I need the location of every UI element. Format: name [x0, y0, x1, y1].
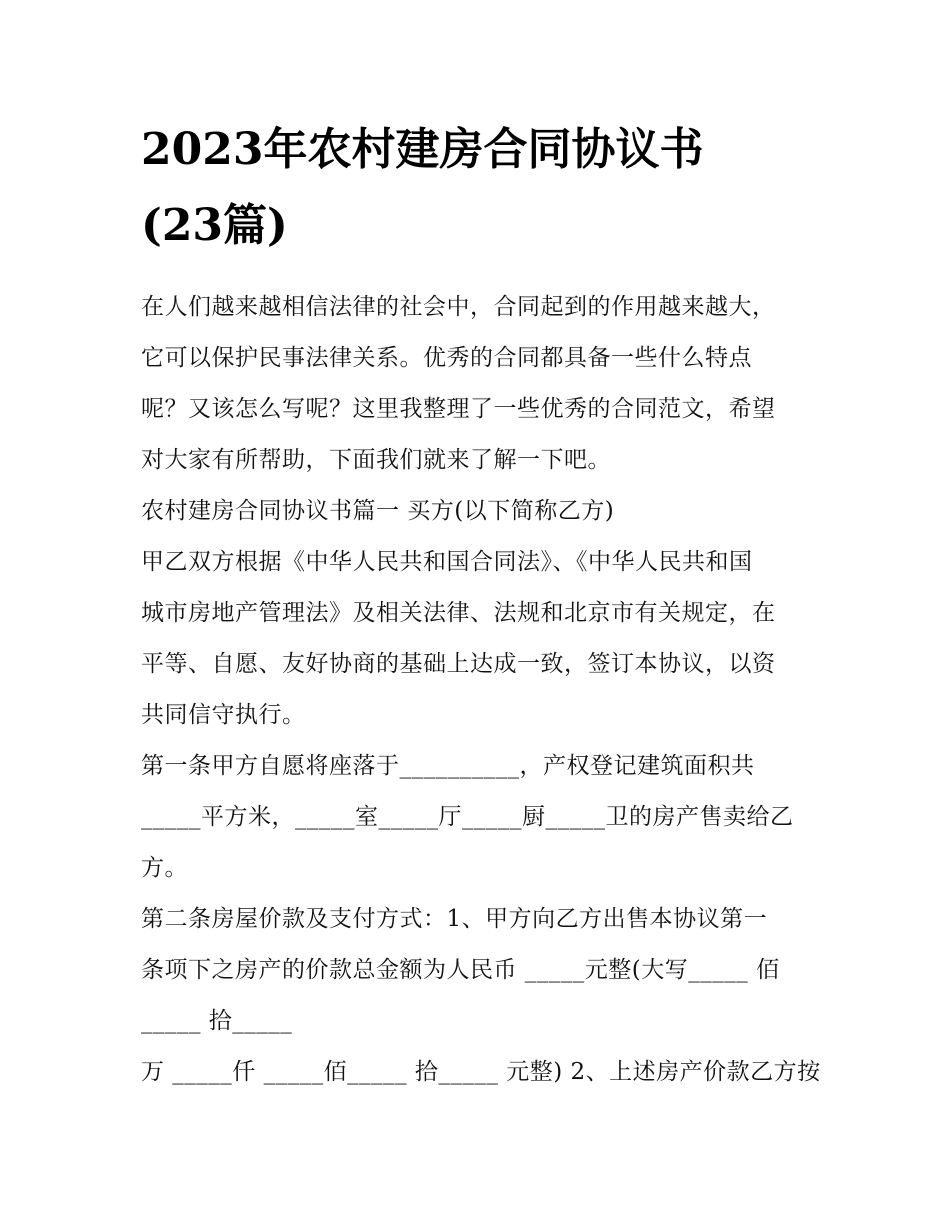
document-body [141, 282, 821, 1098]
clause-line: 条项下之房产的价款总金额为人民币 _____元整(大写_____ 佰 [141, 957, 780, 983]
section-heading-line: 农村建房合同协议书篇一 买方(以下简称乙方) [141, 498, 615, 524]
body-line: 城市房地产管理法》及相关法律、法规和北京市有关规定，在 [141, 600, 776, 626]
body-line: 甲乙双方根据《中华人民共和国合同法》、《中华人民共和国 [141, 549, 753, 575]
body-line: 在人们越来越相信法律的社会中，合同起到的作用越来越大， [141, 294, 776, 320]
clause-line: _____ 拾_____ [141, 1008, 293, 1034]
title-line-1: 2023年农村建房合同协议书 [141, 124, 704, 175]
body-line: 呢？又该怎么写呢？这里我整理了一些优秀的合同范文，希望 [141, 396, 776, 422]
clause-line: 万 _____仟 _____佰_____ 拾_____ 元整) 2、上述房产价款乙方按 [141, 1059, 821, 1085]
body-line: 平等、自愿、友好协商的基础上达成一致，签订本协议，以资 [141, 651, 776, 677]
body-line: 它可以保护民事法律关系。优秀的合同都具备一些什么特点 [141, 345, 752, 371]
body-line: 对大家有所帮助，下面我们就来了解一下吧。 [141, 447, 611, 473]
clause-line: 第一条甲方自愿将座落于__________，产权登记建筑面积共 [141, 753, 755, 779]
clause-line: _____平方米，_____室_____厅_____厨_____卫的房产售卖给乙 [141, 804, 794, 830]
document-page [141, 112, 821, 1098]
title-line-2: (23篇) [141, 200, 288, 251]
clause-line: 第二条房屋价款及支付方式：1、甲方向乙方出售本协议第一 [141, 906, 768, 932]
document-title [141, 112, 816, 264]
body-line: 共同信守执行。 [141, 702, 306, 728]
clause-line: 方。 [141, 855, 188, 881]
